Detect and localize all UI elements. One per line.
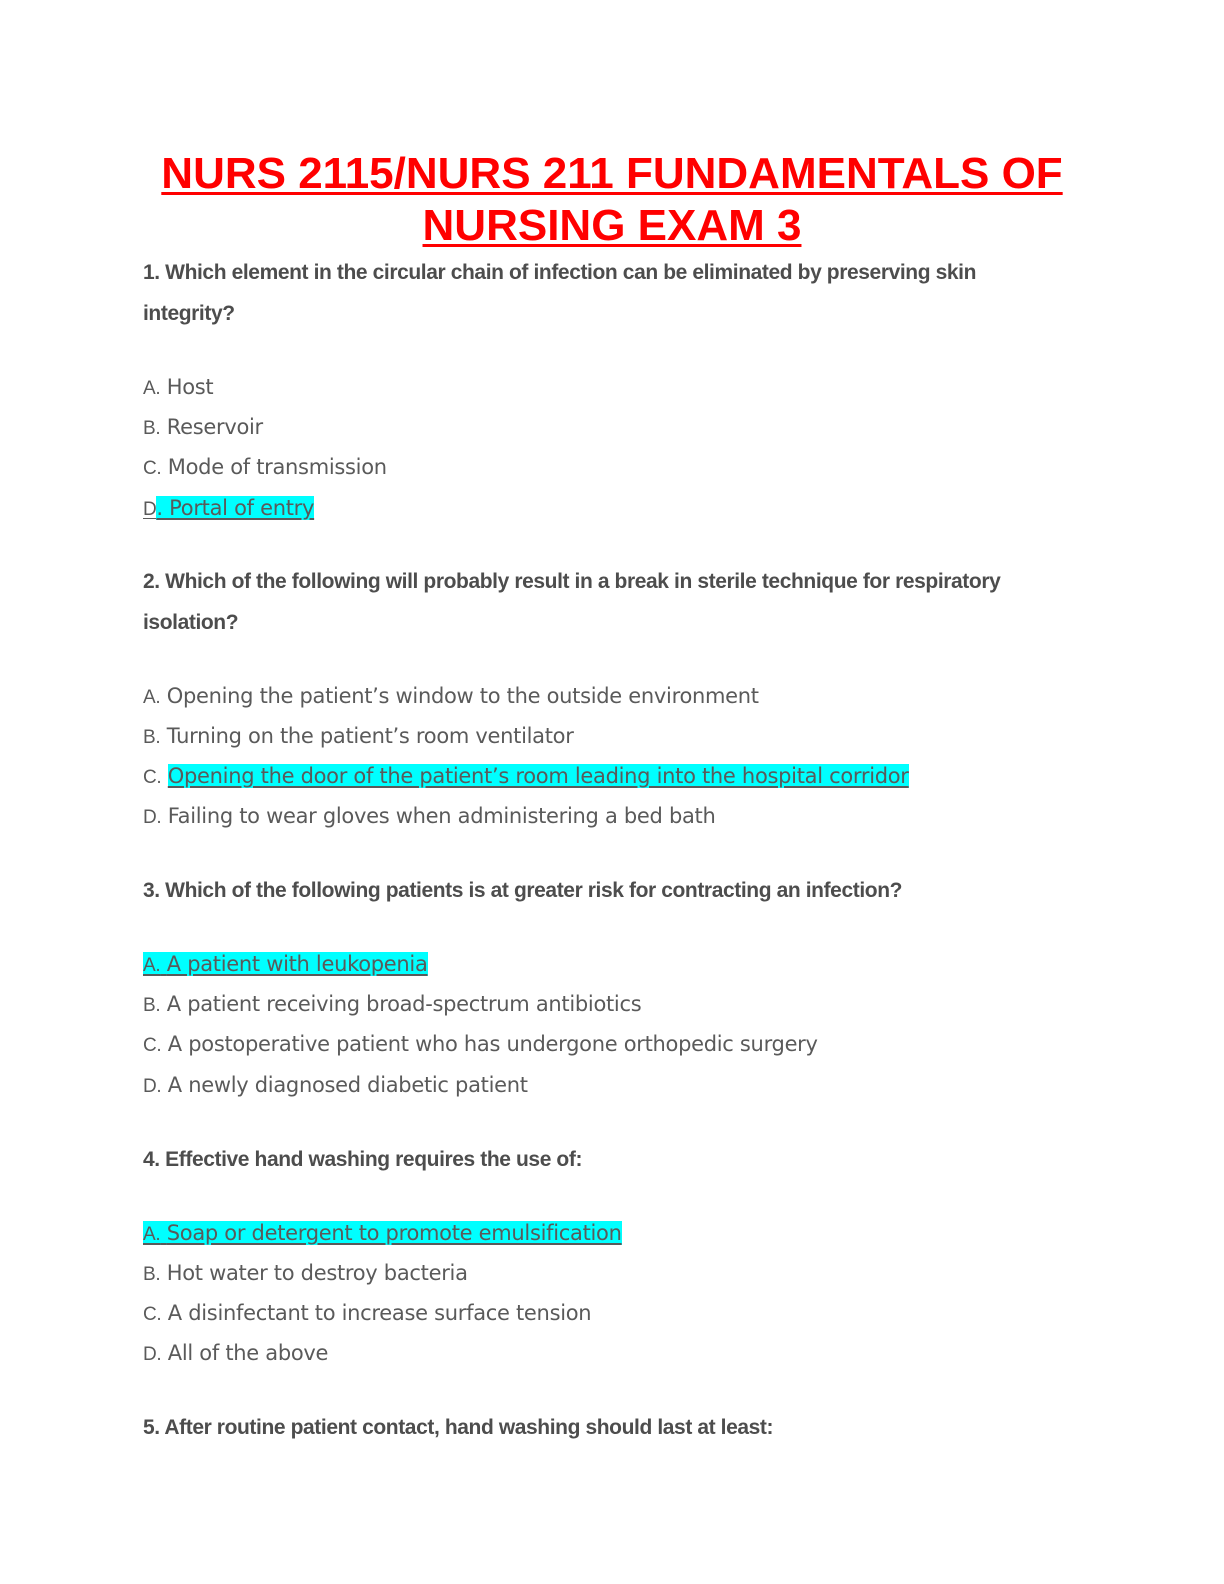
question-2-option-b — [143, 724, 574, 749]
question-2-option-c-correct — [143, 764, 909, 789]
option-text-highlighted: . Portal of entry — [156, 496, 315, 520]
question-2-text: 2. Which of the following will probably result in a break in sterile technique for respiratory — [143, 570, 1001, 593]
option-highlighted — [143, 1221, 622, 1245]
option-letter: B. — [143, 418, 161, 439]
question-1-text: 1. Which element in the circular chain of infection can be eliminated by preserving skin — [143, 261, 977, 284]
option-text: A patient receiving broad-spectrum antibiotics — [166, 992, 642, 1016]
option-letter: C. — [143, 1035, 162, 1056]
option-letter: A. — [143, 687, 161, 708]
option-text: Failing to wear gloves when administering a bed bath — [167, 804, 716, 828]
option-letter: D. — [143, 1344, 162, 1365]
question-2-option-d — [143, 804, 716, 829]
question-1-text-cont: integrity? — [143, 302, 235, 325]
option-letter: B. — [143, 995, 161, 1016]
option-letter: B. — [143, 727, 161, 748]
option-text: Hot water to destroy bacteria — [166, 1261, 468, 1285]
document-title-line-2: NURSING EXAM 3 — [422, 201, 802, 250]
question-3-text: 3. Which of the following patients is at greater risk for contracting an infection? — [143, 879, 903, 902]
option-text: A postoperative patient who has undergone orthopedic surgery — [167, 1032, 818, 1056]
option-letter: B. — [143, 1264, 161, 1285]
option-text: Opening the patient’s window to the outside environment — [166, 684, 759, 708]
option-text: All of the above — [167, 1341, 329, 1365]
option-letter: C. — [143, 767, 162, 788]
option-text: A patient with leukopenia — [166, 952, 428, 976]
question-4-option-a-correct — [143, 1221, 622, 1246]
option-highlighted — [143, 952, 428, 976]
question-2-text-cont: isolation? — [143, 611, 239, 634]
option-text: Reservoir — [166, 415, 263, 439]
option-letter: C. — [143, 458, 162, 479]
option-text: Host — [166, 375, 214, 399]
option-text: Turning on the patient’s room ventilator — [166, 724, 574, 748]
option-text: A disinfectant to increase surface tension — [167, 1301, 592, 1325]
option-letter: D — [143, 499, 157, 520]
question-1-option-a — [143, 375, 213, 400]
question-4-option-c — [143, 1301, 591, 1326]
question-3-option-a-correct — [143, 952, 428, 977]
question-5-text: 5. After routine patient contact, hand washing should last at least: — [143, 1416, 774, 1439]
option-letter: A. — [143, 378, 161, 399]
question-2-option-a — [143, 684, 759, 709]
question-1-option-b — [143, 415, 263, 440]
option-text: Mode of transmission — [167, 455, 387, 479]
document-title-line-1: NURS 2115/NURS 211 FUNDAMENTALS OF — [161, 149, 1063, 198]
question-4-option-b — [143, 1261, 468, 1286]
question-4-text: 4. Effective hand washing requires the use of: — [143, 1148, 583, 1171]
option-letter: A. — [143, 1224, 161, 1245]
option-letter: A. — [143, 955, 161, 976]
question-3-option-b — [143, 992, 641, 1017]
option-letter: C. — [143, 1304, 162, 1325]
option-text-highlighted: Opening the door of the patient’s room leading into the hospital corridor — [167, 764, 909, 788]
question-1-option-d-correct — [143, 496, 314, 521]
question-4-option-d — [143, 1341, 328, 1366]
option-text: Soap or detergent to promote emulsification — [166, 1221, 622, 1245]
option-text: A newly diagnosed diabetic patient — [167, 1073, 528, 1097]
question-3-option-d — [143, 1073, 528, 1098]
question-3-option-c — [143, 1032, 818, 1057]
option-letter: D. — [143, 807, 162, 828]
question-1-option-c — [143, 455, 387, 480]
option-letter: D. — [143, 1076, 162, 1097]
